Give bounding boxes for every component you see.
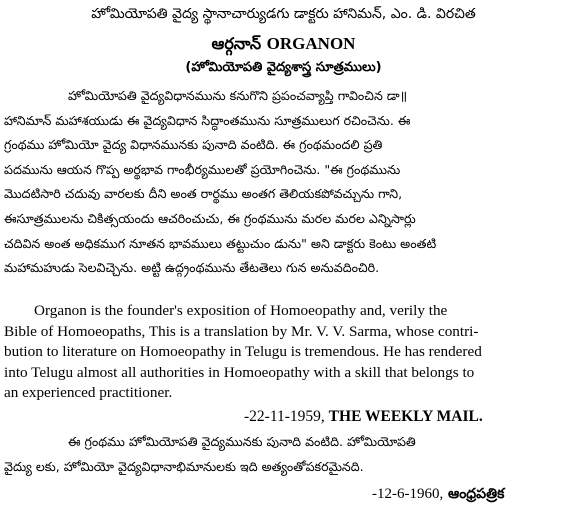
paragraph-line: హోమియోపతి వైద్యవిధానమును కనుగొని ప్రపంచవ్యాప్తి గావించిన డా॥ [68, 88, 408, 103]
author-line: హోమియోపతి వైద్య స్థానాచార్యుడగు డాక్టరు హానిమన్, ఎం. డి. విరచిత [91, 6, 476, 22]
title-telugu: ఆర్గనాన్ [211, 34, 262, 53]
paragraph-line: చదివిన అంత అధికముగ నూతన భావములు తట్టుచుం డును" అని డాక్టరు కెంటు అంతటి [4, 235, 437, 251]
title-english: ORGANON [266, 34, 356, 53]
paragraph-line: పదమును ఆయన గొప్ప అర్థభావ గాంభీర్యములతో ప్రయోగించెను. "ఈ గ్రంథమును [4, 161, 401, 177]
andhrapatrika-signature [372, 484, 504, 505]
telugu-paragraph-2 [4, 430, 561, 479]
weekly-mail-signature [244, 408, 483, 426]
telugu-paragraph-1 [4, 84, 561, 281]
paragraph-line: Bible of Homoeopaths, This is a translation by Mr. V. V. Sarma, whose contri- [4, 322, 479, 340]
paragraph-line: Organon is the founder's exposition of Homoeopathy and, verily the [34, 302, 448, 319]
signature-date: -12-6-1960, [372, 486, 444, 502]
signature-date: -22-11-1959, [244, 408, 325, 425]
paragraph-line: an experienced practitioner. [4, 384, 173, 401]
paragraph-line: హానిమాన్ మహాశయుడు ఈ వైద్యవిధాన సిద్ధాంతమును సూత్రములుగ రచించెను. ఈ [4, 112, 411, 128]
paragraph-line: bution to literature on Homoeopathy in Telugu is tremendous. He has rendered [4, 343, 482, 360]
paragraph-line: into Telugu almost all authorities in Homoeopathy with a skill that belongs to [4, 363, 475, 381]
english-paragraph [4, 301, 561, 404]
book-title [0, 34, 567, 57]
signature-source: ఆంధ్రపత్రిక [448, 486, 505, 502]
book-subtitle: (హోమియోపతి వైద్యశాస్త్ర సూత్రములు) [185, 60, 382, 75]
paragraph-line: ఈసూత్రములను చికిత్సయందు ఆచరించుచు, ఈ గ్రంథమును మరల మరల ఎన్నిసార్లు [4, 210, 416, 226]
paragraph-line: మహామహుడు సెలవిచ్చెను. అట్టి ఉద్గ్రంథమును తేటతెలు గున అనువదించిరి. [4, 260, 380, 276]
paragraph-line: గ్రంథము హోమియో వైద్య విధానమునకు పునాది వంటిది. ఈ గ్రంథమందలి ప్రతి [4, 137, 383, 153]
signature-source: THE WEEKLY MAIL. [328, 408, 483, 425]
paragraph-line: ఈ గ్రంథము హోమియోపతి వైద్యమునకు పునాది వంటిది. హోమియోపతి [68, 434, 416, 449]
paragraph-line: మొదటిసారి చదువు వారలకు దీని అంత రార్థము అంతగ తెలియకపోవచ్చును గాని, [4, 186, 403, 202]
paragraph-line: వైద్యు లకు, హోమియో వైద్యవిధానాభిమానులకు ఇది అత్యంతోపకరమైనది. [4, 458, 364, 474]
